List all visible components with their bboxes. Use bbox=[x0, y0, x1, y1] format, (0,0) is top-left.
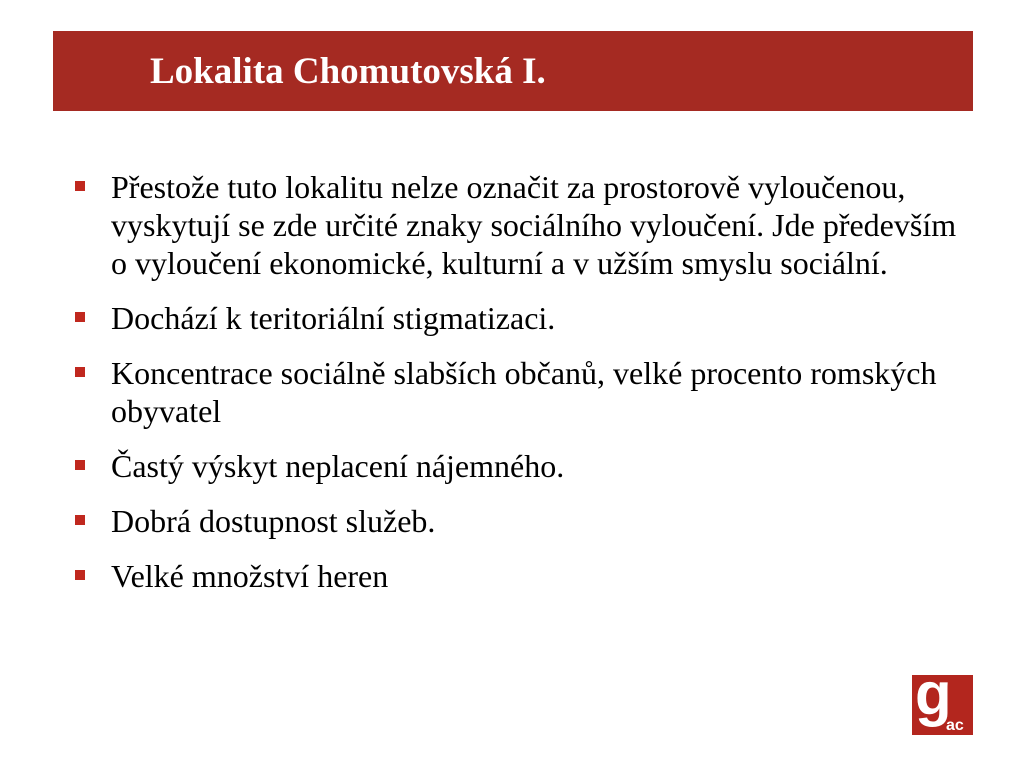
bullet-item bbox=[73, 557, 973, 595]
square-bullet-icon bbox=[75, 367, 85, 377]
square-bullet-icon bbox=[75, 460, 85, 470]
bullet-text: Častý výskyt neplacení nájemného. bbox=[111, 448, 565, 484]
square-bullet-icon bbox=[75, 312, 85, 322]
bullet-text: Velké množství heren bbox=[111, 558, 389, 594]
logo-subtext: ac bbox=[946, 717, 964, 734]
slide-title: Lokalita Chomutovská I. bbox=[150, 51, 546, 92]
bullet-text: Koncentrace sociálně slabších občanů, velké procento romských obyvatel bbox=[111, 355, 937, 429]
bullet-text: Dobrá dostupnost služeb. bbox=[111, 503, 436, 539]
bullet-item bbox=[73, 168, 973, 282]
bullet-item bbox=[73, 447, 973, 485]
bullet-item bbox=[73, 299, 973, 337]
bullet-text: Dochází k teritoriální stigmatizaci. bbox=[111, 300, 556, 336]
logo-letter: g bbox=[915, 675, 952, 727]
bullet-text: Přestože tuto lokalitu nelze označit za prostorově vyloučenou, vyskytují se zde určité znaky sociálního vyloučení. Jde především o vyloučení ekonomické, kulturní a v užším smyslu sociální. bbox=[111, 169, 957, 281]
title-bar bbox=[53, 31, 973, 111]
gac-logo bbox=[912, 675, 973, 735]
square-bullet-icon bbox=[75, 515, 85, 525]
bullet-item bbox=[73, 502, 973, 540]
bullet-list bbox=[73, 168, 973, 612]
bullet-item bbox=[73, 354, 973, 430]
square-bullet-icon bbox=[75, 570, 85, 580]
square-bullet-icon bbox=[75, 181, 85, 191]
